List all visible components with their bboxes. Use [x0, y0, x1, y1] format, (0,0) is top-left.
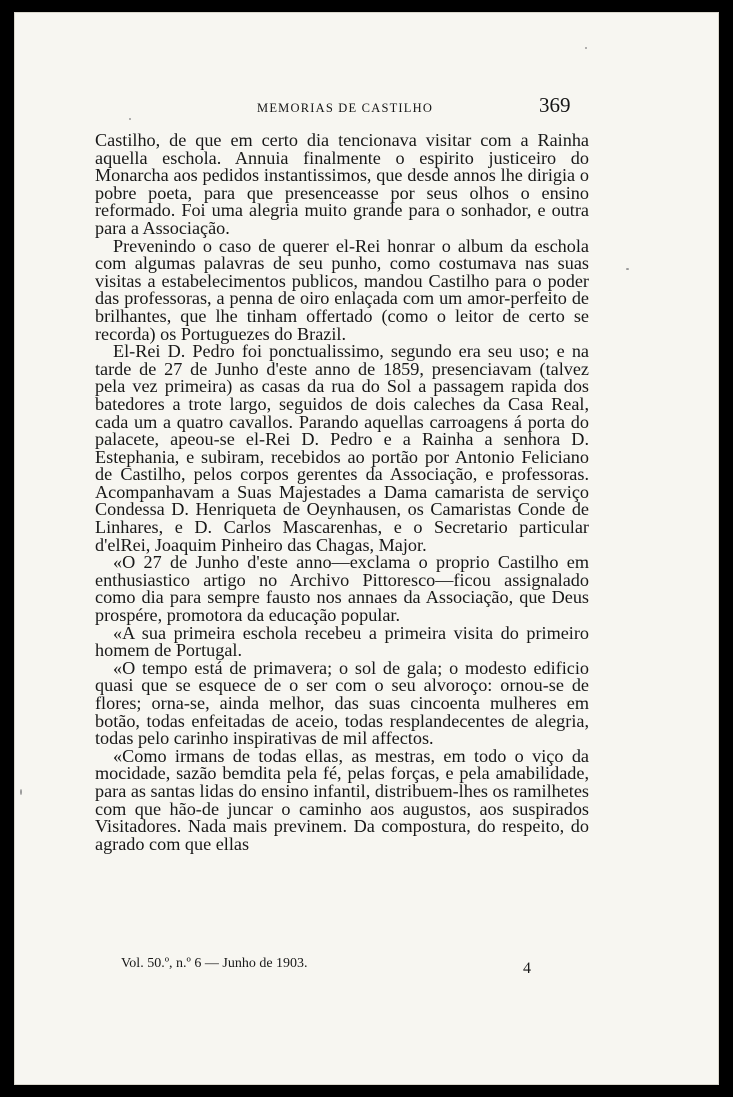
- sheet-mark: 4: [523, 960, 531, 977]
- paper-speck: [626, 268, 629, 270]
- book-page: [14, 12, 719, 1085]
- paper-speck: [585, 47, 587, 49]
- page-number: 369: [539, 93, 571, 117]
- paper-speck: [20, 789, 22, 795]
- page-header: [15, 93, 718, 123]
- page-footer: [15, 956, 718, 978]
- paragraph: «O tempo está de primavera; o sol de gala; o modesto edificio quasi que se esquece de o ser com o seu alvoroço: ornou-se de flores; orna-se, ainda melhor, das suas cincoenta mulheres em botão, todas enfeitadas de aceio, todas resplandecentes de alegria, todas pelo carinho inspirativas de mil affectos.: [95, 657, 589, 749]
- paragraph: Castilho, de que em certo dia tencionava visitar com a Rainha aquella eschola. Annuia finalmente o espirito justiceiro do Monarcha aos pedidos instantissimos, que desde annos lhe dirigia o pobre poeta, para que presenceasse por seus olhos o ensino reformado. Foi uma alegria muito grande para o sonhador, e outra para a Associação.: [95, 130, 589, 238]
- signature-line: Vol. 50.º, n.º 6 — Junho de 1903.: [121, 956, 308, 971]
- paragraph: «O 27 de Junho d'este anno—exclama o proprio Castilho em enthusiastico artigo no Archivo Pittoresco—ficou assignalado como dia para sempre fausto nos annaes da Associação, que Deus prospére, promotora da educação popular.: [95, 552, 589, 626]
- paragraph: El-Rei D. Pedro foi ponctualissimo, segundo era seu uso; e na tarde de 27 de Junho d'este anno de 1859, presenciavam (talvez pela vez primeira) as casas da rua do Sol a passagem rapida dos batedores a trote largo, seguidos de dois caleches da Casa Real, cada um a quatro cavallos. Parando aquellas carroagens á porta do palacete, apeou-se el-Rei D. Pedro e a Rainha a senhora D. Estephania, e subiram, recebidos ao portão por Antonio Feliciano de Castilho, pelos corpos gerentes da Associação, e professoras. Acompanhavam a Suas Majestades a Dama camarista de serviço Condessa D. Henriqueta de Oeynhausen, os Camaristas Conde de Linhares, e D. Carlos Mascarenhas, e o Secretario particular d'elRei, Joaquim Pinheiro das Chagas, Major.: [95, 341, 589, 555]
- paragraph: Prevenindo o caso de querer el-Rei honrar o album da eschola com algumas palavras de seu punho, como costumava nas suas visitas a estabelecimentos publicos, mandou Castilho para o poder das professoras, a penna de oiro enlaçada com um amor-perfeito de brilhantes, que lhe tinham offertado (como o leitor de certo se recorda) os Portuguezes do Brazil.: [95, 235, 589, 344]
- body-text: [95, 132, 589, 853]
- paper-speck: [129, 118, 131, 120]
- running-title: MEMORIAS DE CASTILHO: [257, 101, 434, 115]
- paragraph: «A sua primeira eschola recebeu a primeira visita do primeiro homem de Portugal.: [95, 622, 589, 661]
- paragraph: «Como irmans de todas ellas, as mestras, em todo o viço da mocidade, sazão bemdita pela fé, pelas forças, e pela amabilidade, para as santas lidas do ensino infantil, distribuem-lhes os ramilhetes com que hão-de juncar o caminho aos augustos, aos suspirados Visitadores. Nada mais previnem. Da compostura, do respeito, do agrado com que ellas: [95, 745, 589, 854]
